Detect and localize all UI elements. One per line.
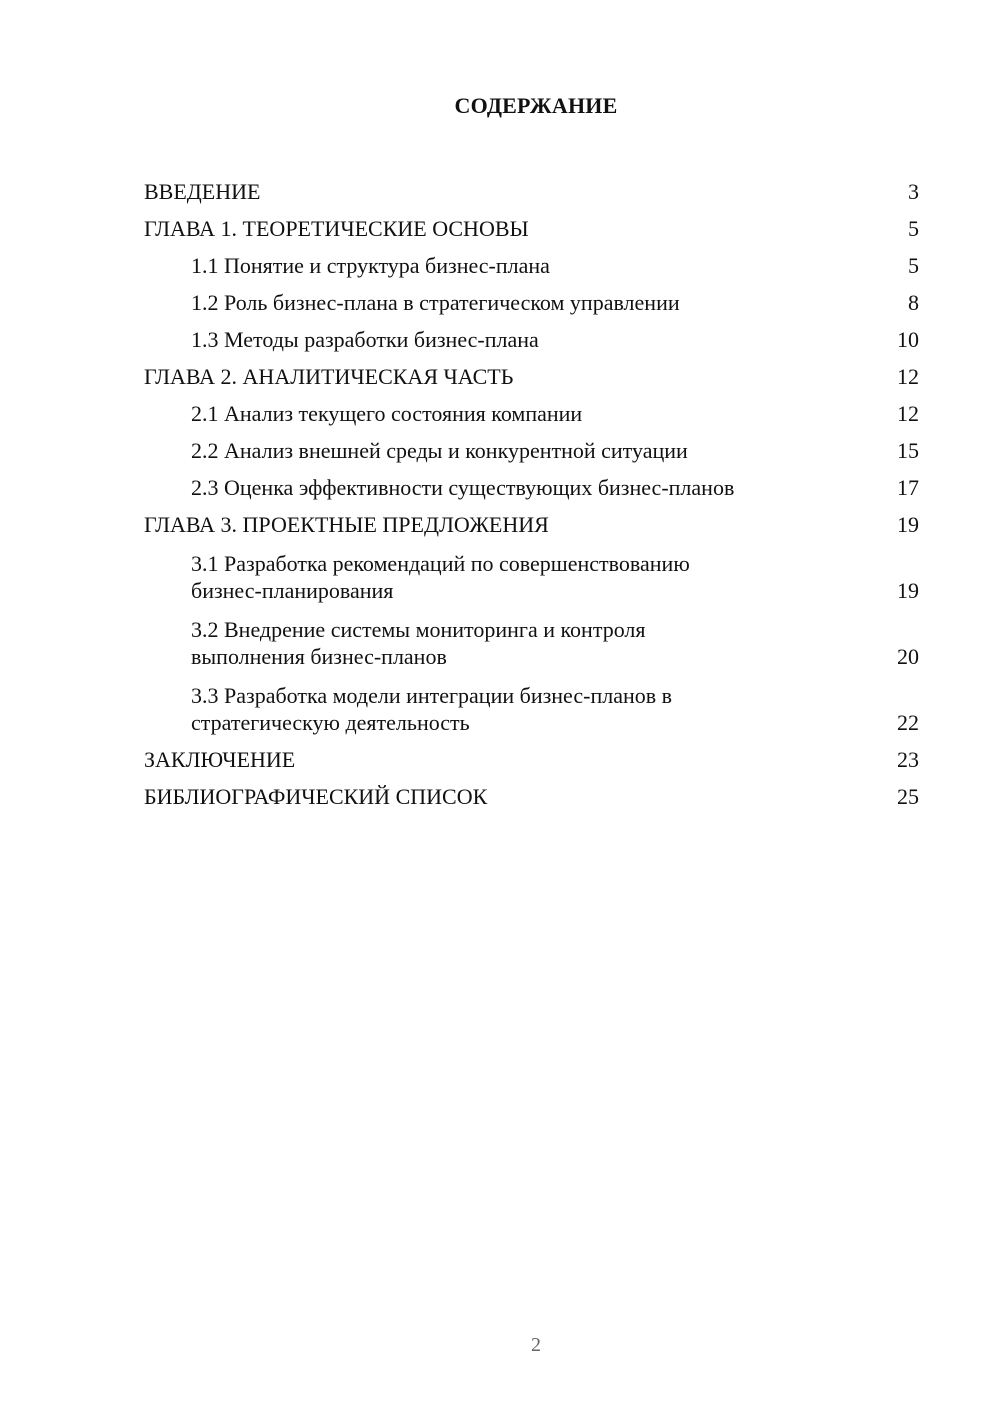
toc-entry-page: 15 — [897, 438, 919, 463]
toc-entry-section-1-2[interactable] — [144, 279, 919, 316]
toc-entry-page: 19 — [897, 578, 919, 603]
toc-entry-label: ЗАКЛЮЧЕНИЕ — [144, 747, 296, 772]
toc-entry-label: БИБЛИОГРАФИЧЕСКИЙ СПИСОК — [144, 784, 488, 809]
toc-entry-chapter-3[interactable] — [144, 501, 919, 538]
toc-entry-label: 3.1 Разработка рекомендаций по совершенствованию бизнес-планирования — [191, 551, 690, 603]
toc-entry-label: 3.2 Внедрение системы мониторинга и контроля выполнения бизнес-планов — [191, 617, 646, 669]
toc-entry-label: ВВЕДЕНИЕ — [144, 179, 261, 204]
toc-entry-label: 2.3 Оценка эффективности существующих бизнес-планов — [191, 475, 735, 500]
toc-entry-label: ГЛАВА 3. ПРОЕКТНЫЕ ПРЕДЛОЖЕНИЯ — [144, 512, 549, 537]
toc-entry-page: 19 — [897, 512, 919, 537]
toc-entry-label: ГЛАВА 2. АНАЛИТИЧЕСКАЯ ЧАСТЬ — [144, 364, 514, 389]
toc-entry-page: 17 — [897, 475, 919, 500]
toc-entry-section-3-1[interactable] — [144, 540, 919, 604]
toc-entry-label: 1.1 Понятие и структура бизнес-плана — [191, 253, 550, 278]
toc-entry-section-3-2[interactable] — [144, 606, 919, 670]
toc-entry-section-1-3[interactable] — [144, 316, 919, 353]
toc-entry-page: 20 — [897, 644, 919, 669]
toc-entry-introduction[interactable] — [144, 168, 919, 205]
toc-entry-section-2-3[interactable] — [144, 464, 919, 501]
page-title: СОДЕРЖАНИЕ — [454, 93, 618, 118]
toc-entry-section-2-2[interactable] — [144, 427, 919, 464]
toc-entry-page: 12 — [897, 401, 919, 426]
toc-entry-conclusion[interactable] — [144, 736, 919, 773]
toc-entry-page: 5 — [908, 216, 919, 241]
toc-entry-page: 8 — [908, 290, 919, 315]
page-number: 2 — [531, 1334, 541, 1356]
toc-entry-page: 23 — [897, 747, 919, 772]
toc-entry-page: 12 — [897, 364, 919, 389]
toc-entry-label: 3.3 Разработка модели интеграции бизнес-планов в стратегическую деятельность — [191, 683, 673, 735]
toc-entry-page: 22 — [897, 710, 919, 735]
toc-entry-bibliography[interactable] — [144, 773, 919, 810]
toc-entry-chapter-1[interactable] — [144, 205, 919, 242]
toc-entry-section-2-1[interactable] — [144, 390, 919, 427]
toc-entry-section-1-1[interactable] — [144, 242, 919, 279]
table-of-contents — [144, 168, 919, 810]
toc-entry-page: 10 — [897, 327, 919, 352]
toc-entry-section-3-3[interactable] — [144, 672, 919, 736]
toc-entry-chapter-2[interactable] — [144, 353, 919, 390]
toc-entry-page: 5 — [908, 253, 919, 278]
toc-entry-label: 1.2 Роль бизнес-плана в стратегическом управлении — [191, 290, 680, 315]
toc-entry-label: 2.2 Анализ внешней среды и конкурентной ситуации — [191, 438, 688, 463]
toc-entry-label: 2.1 Анализ текущего состояния компании — [191, 401, 583, 426]
toc-entry-label: ГЛАВА 1. ТЕОРЕТИЧЕСКИЕ ОСНОВЫ — [144, 216, 529, 241]
toc-entry-label: 1.3 Методы разработки бизнес-плана — [191, 327, 539, 352]
toc-entry-page: 25 — [897, 784, 919, 809]
toc-entry-page: 3 — [908, 179, 919, 204]
